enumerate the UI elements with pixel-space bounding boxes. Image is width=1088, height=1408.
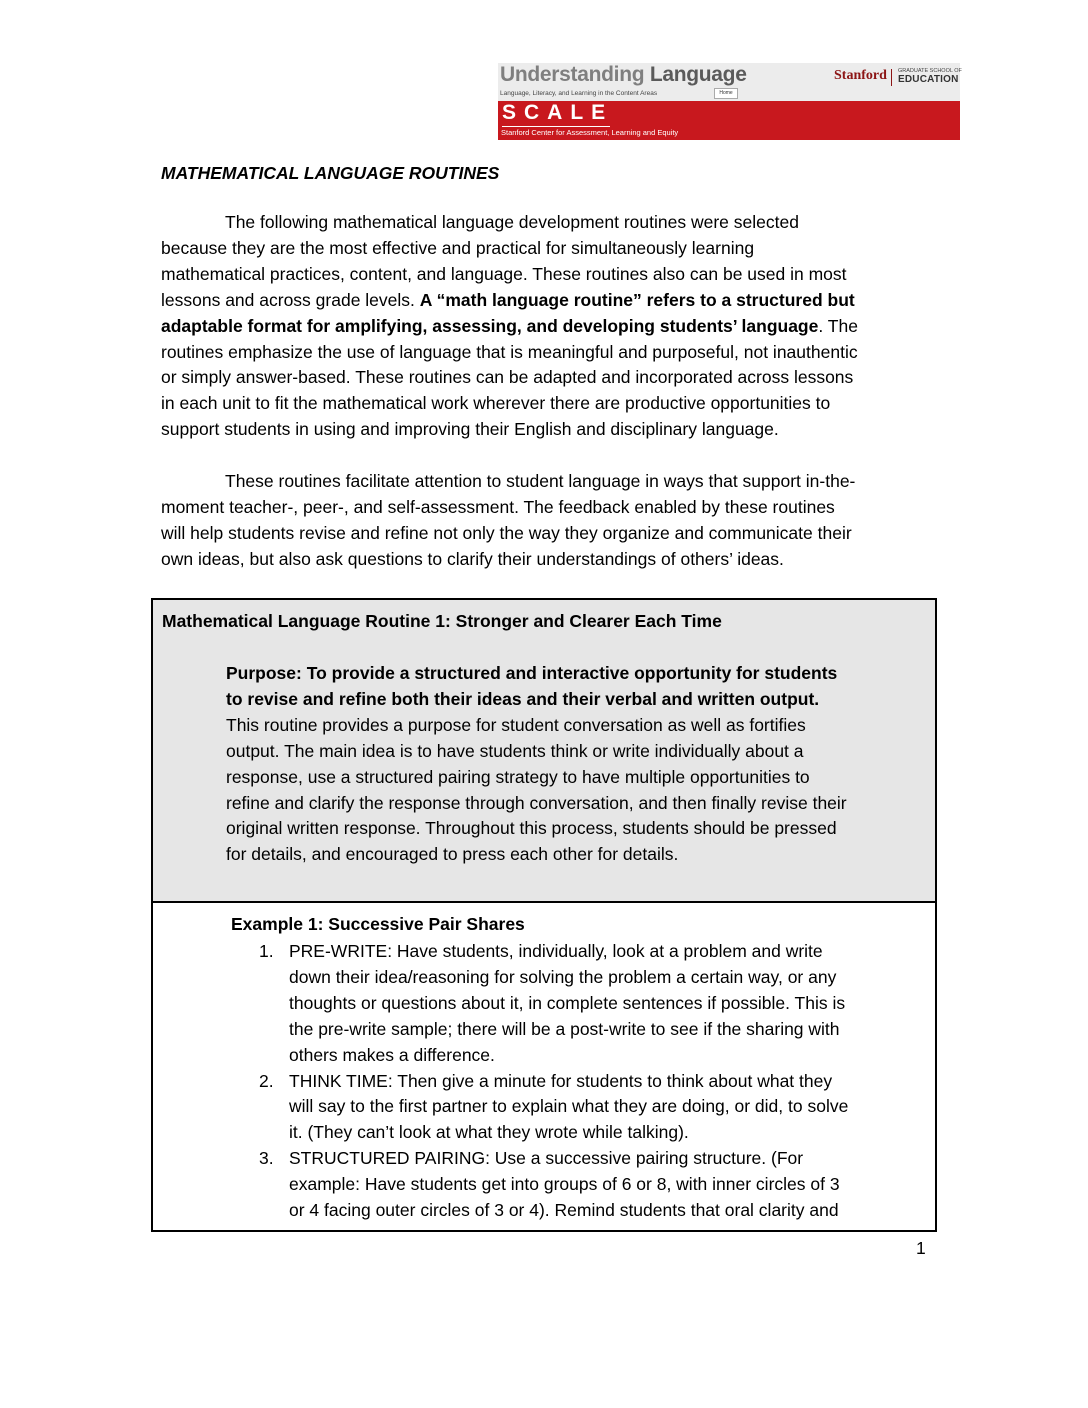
intro-paragraph: The following mathematical language development routines were selected because they are the most effective and practical for simultaneously learning mathematical practices, content, and language. These routines also can be used in most lessons and across grade levels. A “math language routine” refers to a structured but adaptable format for amplifying, assessing, and developing students’ language. The routines emphasize the use of language that is meaningful and purposeful, not inauthentic or simply answer-based. These routines can be adapted and incorporated across lessons in each unit to fit the mathematical work wherever there are productive opportunities to support students in using and improving their English and disciplinary language. bbox=[161, 212, 858, 440]
stanford-logo: Stanford bbox=[834, 68, 887, 83]
routine-header-cell bbox=[153, 600, 935, 903]
scale-banner bbox=[498, 101, 960, 140]
example-title: Example 1: Successive Pair Shares bbox=[231, 914, 525, 934]
routine-table bbox=[151, 598, 937, 1232]
document-title: MATHEMATICAL LANGUAGE ROUTINES bbox=[161, 163, 500, 183]
scale-logo: SCALE bbox=[502, 101, 614, 124]
banner-tagline: Language, Literacy, and Learning in the Content Areas bbox=[500, 90, 658, 97]
routine-purpose: Purpose: To provide a structured and interactive opportunity for students to revise and refine both their ideas and their verbal and written output. This routine provides a purpose for student conversation as well as fortifies output. The main idea is to have students think or write individually about a response, use a structured pairing strategy to have multiple opportunities to refine and clarify the response through conversation, and then finally revise their original written response. Throughout this process, students should be pressed for details, and encouraged to press each other for details. bbox=[226, 663, 847, 865]
list-item: 3. STRUCTURED PAIRING: Use a successive pairing structure. (For example: Have students get into groups of 6 or 8, with inner circles of 3 or 4 facing outer circles of 3 or 4). Remind students that oral clarity and bbox=[259, 1148, 840, 1221]
home-button[interactable]: Home bbox=[714, 88, 738, 99]
routine-title: Mathematical Language Routine 1: Stronger and Clearer Each Time bbox=[162, 611, 722, 631]
scale-underline bbox=[502, 126, 610, 127]
steps-list bbox=[259, 939, 848, 1224]
education-label: EDUCATION bbox=[898, 74, 959, 85]
understanding-language-logo: Understanding Language bbox=[500, 63, 747, 86]
logo-divider bbox=[891, 69, 892, 86]
second-paragraph: These routines facilitate attention to student language in ways that support in-the- moment teacher-, peer-, and self-assessment. The feedback enabled by these routines will help students revise and refine not only the way they organize and communicate their own ideas, but also ask questions to clarify their understandings of others’ ideas. bbox=[161, 471, 856, 569]
scale-subtitle: Stanford Center for Assessment, Learning and Equity bbox=[501, 128, 679, 137]
banner-top bbox=[498, 63, 960, 101]
page-number: 1 bbox=[916, 1238, 926, 1258]
list-item: 1. PRE-WRITE: Have students, individually, look at a problem and write down their idea/reasoning for solving the problem a certain way, or any thoughts or questions about it, in complete sentences if possible. This is the pre-write sample; there will be a post-write to see if the sharing with others makes a difference. bbox=[259, 941, 846, 1065]
header-banner bbox=[498, 63, 960, 140]
gse-label: GRADUATE SCHOOL OF bbox=[898, 68, 962, 74]
list-item: 2. THINK TIME: Then give a minute for students to think about what they will say to the first partner to explain what they are doing, or did, to solve it. (They can’t look at what they wrote while talking). bbox=[259, 1070, 849, 1143]
